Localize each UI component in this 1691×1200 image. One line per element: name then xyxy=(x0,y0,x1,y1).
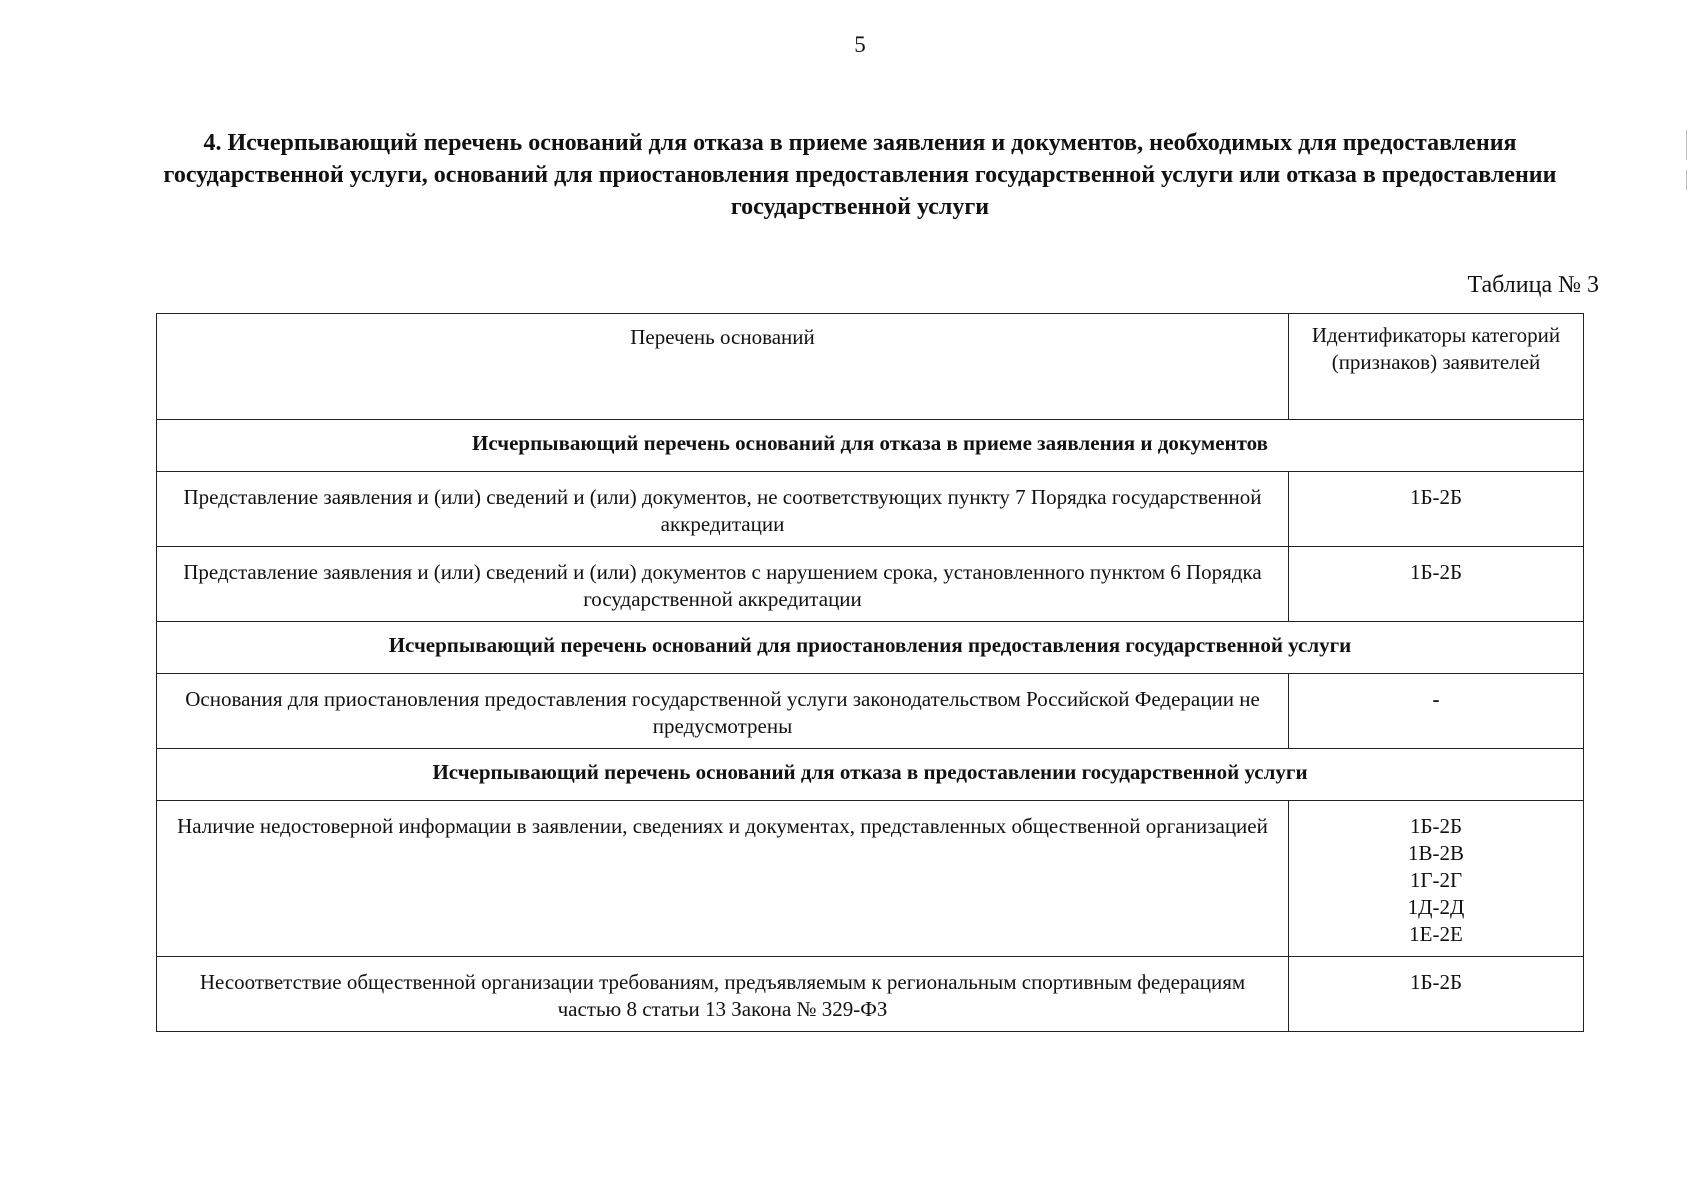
identifier-value: 1Б-2Б xyxy=(1409,485,1463,509)
identifier-cell xyxy=(1289,674,1584,749)
reason-cell: Представление заявления и (или) сведений и (или) документов, не соответствующих пункту 7 Порядка государственной аккредитации xyxy=(157,472,1289,547)
identifier-value: 1Б-2Б xyxy=(1409,814,1463,838)
reason-cell: Несоответствие общественной организации требованиям, предъявляемым к региональным спортивным федерациям частью 8 статьи 13 Закона № 329-ФЗ xyxy=(157,957,1289,1032)
identifier-value: - xyxy=(1432,687,1440,711)
table-row xyxy=(157,674,1584,749)
table-row xyxy=(157,801,1584,957)
header-identifiers: Идентификаторы категорий (признаков) заявителей xyxy=(1289,314,1584,420)
section-heading: 4. Исчерпывающий перечень оснований для отказа в приеме заявления и документов, необходимых для предоставления государственной услуги, оснований для приостановления предоставления государственной услуги или отказа в предоставлении государственной услуги xyxy=(163,130,1557,220)
group-row-refusal-service xyxy=(157,749,1584,801)
table-header-row xyxy=(157,314,1584,420)
page-number: 5 xyxy=(854,32,866,57)
group-title: Исчерпывающий перечень оснований для отказа в приеме заявления и документов xyxy=(157,420,1584,472)
identifier-value: 1Б-2Б xyxy=(1409,560,1463,584)
group-row-refusal-acceptance xyxy=(157,420,1584,472)
group-title: Исчерпывающий перечень оснований для приостановления предоставления государственной услуги xyxy=(157,622,1584,674)
group-title: Исчерпывающий перечень оснований для отказа в предоставлении государственной услуги xyxy=(157,749,1584,801)
identifier-value: 1Д-2Д xyxy=(1407,895,1465,919)
identifier-value: 1Б-2Б xyxy=(1409,970,1463,994)
group-row-suspension xyxy=(157,622,1584,674)
identifier-value: 1В-2В xyxy=(1407,841,1464,865)
identifier-cell xyxy=(1289,801,1584,957)
scan-edge-mark xyxy=(1686,170,1687,190)
identifier-cell xyxy=(1289,957,1584,1032)
table-row xyxy=(157,547,1584,622)
table-row xyxy=(157,957,1584,1032)
identifier-cell xyxy=(1289,472,1584,547)
identifier-value: 1Е-2Е xyxy=(1409,922,1463,946)
reason-cell: Представление заявления и (или) сведений и (или) документов с нарушением срока, установленного пунктом 6 Порядка государственной аккредитации xyxy=(157,547,1289,622)
reason-cell: Наличие недостоверной информации в заявлении, сведениях и документах, представленных общественной организацией xyxy=(157,801,1289,957)
scan-edge-mark xyxy=(1686,130,1687,160)
table-caption: Таблица № 3 xyxy=(1467,272,1599,298)
identifier-value: 1Г-2Г xyxy=(1409,868,1463,892)
grounds-table xyxy=(156,313,1584,1032)
reason-cell: Основания для приостановления предоставления государственной услуги законодательством Российской Федерации не предусмотрены xyxy=(157,674,1289,749)
table-row xyxy=(157,472,1584,547)
header-reasons: Перечень оснований xyxy=(157,314,1289,420)
identifier-cell xyxy=(1289,547,1584,622)
